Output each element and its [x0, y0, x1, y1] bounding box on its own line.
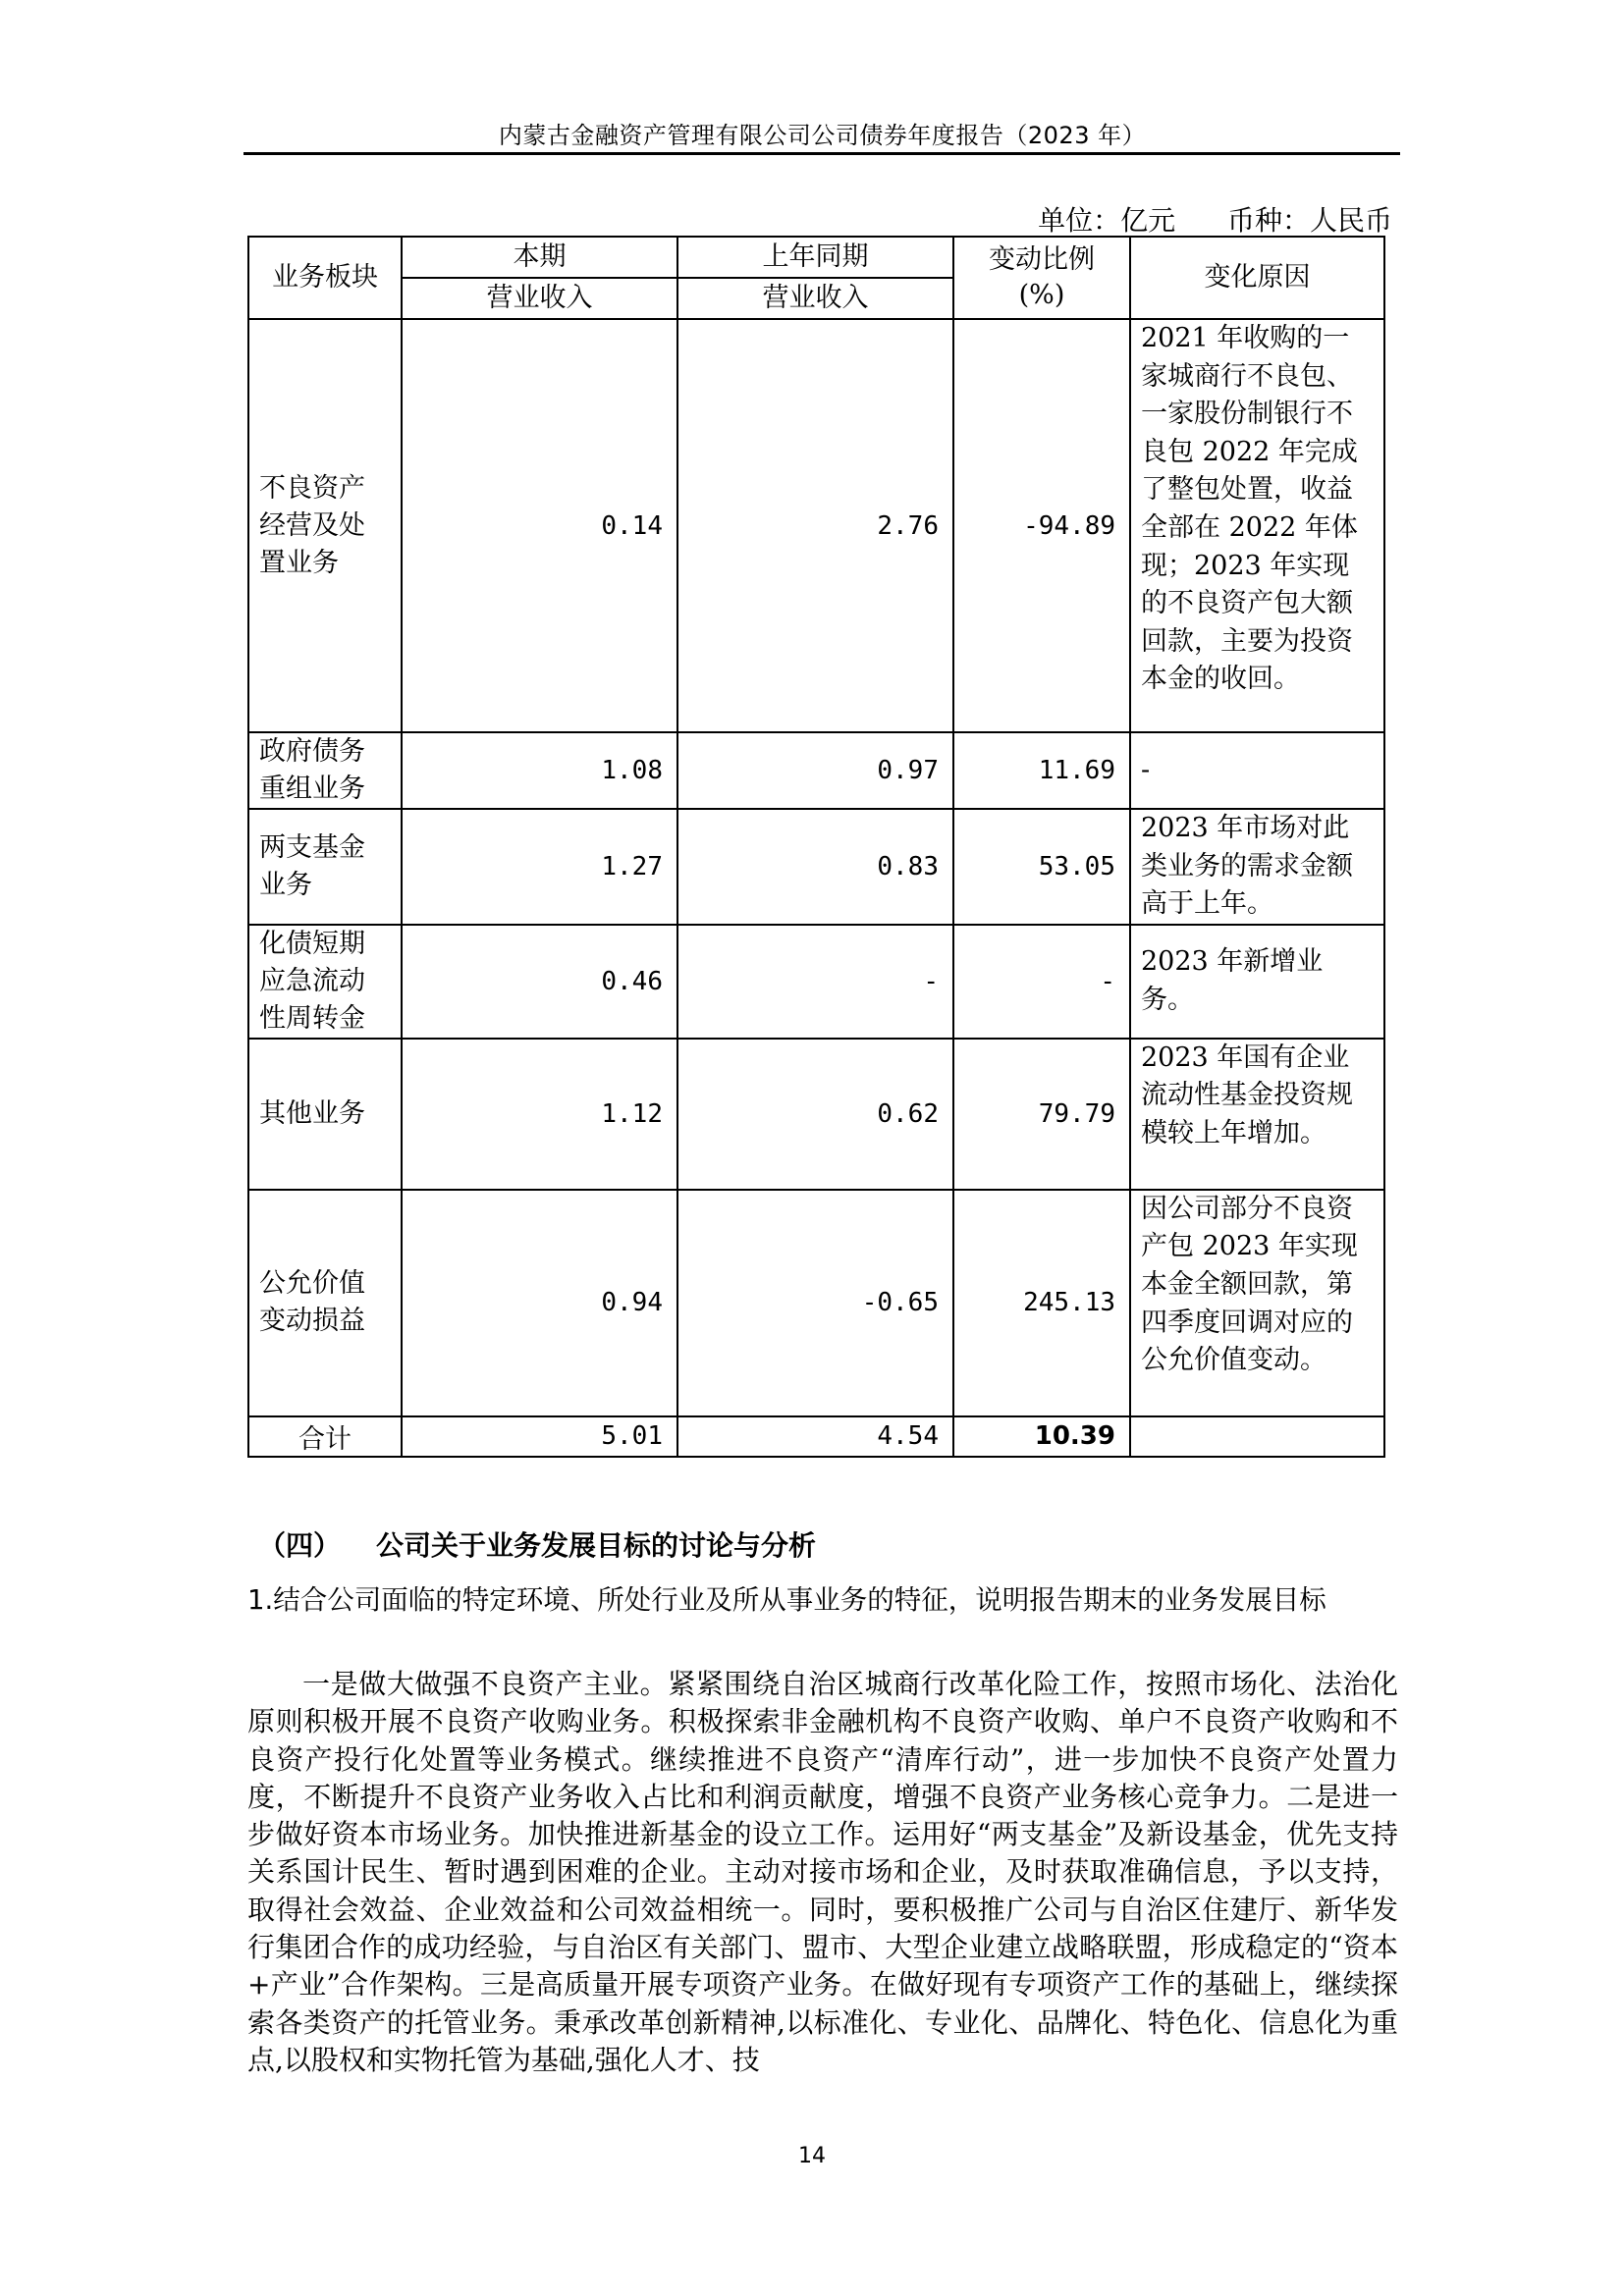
table-row	[248, 925, 1384, 1039]
page-number: 14	[798, 2144, 826, 2168]
header-divider	[244, 152, 1400, 155]
table-row	[248, 1039, 1384, 1190]
prior-revenue-cell: 0.62	[677, 1039, 953, 1190]
currency-label: 币种：人民币	[1226, 204, 1392, 237]
table-header-row	[248, 237, 1384, 278]
business-revenue-table	[247, 236, 1385, 1458]
change-ratio-cell: 11.69	[953, 732, 1130, 809]
header-current-period: 本期	[402, 237, 677, 278]
header-prior-period: 上年同期	[677, 237, 953, 278]
current-revenue-cell: 0.14	[402, 319, 677, 732]
prior-revenue-cell: -0.65	[677, 1190, 953, 1416]
reason-cell: 2023 年市场对此类业务的需求金额高于上年。	[1130, 809, 1384, 925]
total-label-cell: 合计	[248, 1416, 402, 1457]
report-header-title: 内蒙古金融资产管理有限公司公司债券年度报告（2023 年）	[498, 122, 1147, 149]
reason-cell: 2023 年国有企业流动性基金投资规模较上年增加。	[1130, 1039, 1384, 1190]
change-ratio-cell: 245.13	[953, 1190, 1130, 1416]
table-total-row	[248, 1416, 1384, 1457]
section-title: 公司关于业务发展目标的讨论与分析	[376, 1529, 817, 1562]
segment-cell: 两支基金业务	[248, 809, 402, 925]
reason-cell: -	[1130, 732, 1384, 809]
change-ratio-cell: 79.79	[953, 1039, 1130, 1190]
prior-revenue-cell: 0.97	[677, 732, 953, 809]
change-ratio-cell: 53.05	[953, 809, 1130, 925]
current-revenue-cell: 0.46	[402, 925, 677, 1039]
table-row	[248, 732, 1384, 809]
segment-cell: 公允价值变动损益	[248, 1190, 402, 1416]
segment-cell: 不良资产经营及处置业务	[248, 319, 402, 732]
prior-revenue-cell: 0.83	[677, 809, 953, 925]
total-reason-cell	[1130, 1416, 1384, 1457]
table-row	[248, 1190, 1384, 1416]
prior-revenue-cell: 2.76	[677, 319, 953, 732]
prior-revenue-cell: -	[677, 925, 953, 1039]
segment-cell: 其他业务	[248, 1039, 402, 1190]
header-segment: 业务板块	[248, 237, 402, 319]
current-revenue-cell: 1.08	[402, 732, 677, 809]
change-ratio-cell: -	[953, 925, 1130, 1039]
total-current-cell: 5.01	[402, 1416, 677, 1457]
header-prior-revenue: 营业收入	[677, 278, 953, 319]
total-change-cell: 10.39	[953, 1416, 1130, 1457]
segment-cell: 政府债务重组业务	[248, 732, 402, 809]
subheading: 1.结合公司面临的特定环境、所处行业及所从事业务的特征，说明报告期末的业务发展目标	[247, 1584, 1326, 1616]
total-prior-cell: 4.54	[677, 1416, 953, 1457]
change-ratio-cell: -94.89	[953, 319, 1130, 732]
table-unit-line	[995, 199, 1392, 239]
reason-cell: 2021 年收购的一家城商行不良包、一家股份制银行不良包 2022 年完成了整包处置，收益全部在 2022 年体现；2023 年实现的不良资产包大额回款，主要为投资本金的收回。	[1130, 319, 1384, 732]
section-heading	[258, 1524, 816, 1564]
body-paragraph: 一是做大做强不良资产主业。紧紧围绕自治区城商行改革化险工作，按照市场化、法治化原则积极开展不良资产收购业务。积极探索非金融机构不良资产收购、单户不良资产收购和不良资产投行化处置等业务模式。继续推进不良资产“清库行动”，进一步加快不良资产处置力度，不断提升不良资产业务收入占比和利润贡献度，增强不良资产业务核心竞争力。二是进一步做好资本市场业务。加快推进新基金的设立工作。运用好“两支基金”及新设基金，优先支持关系国计民生、暂时遇到困难的企业。主动对接市场和企业，及时获取准确信息，予以支持，取得社会效益、企业效益和公司效益相统一。同时，要积极推广公司与自治区住建厅、新华发行集团合作的成功经验，与自治区有关部门、盟市、大型企业建立战略联盟，形成稳定的“资本+产业”合作架构。三是高质量开展专项资产业务。在做好现有专项资产工作的基础上，继续探索各类资产的托管业务。秉承改革创新精神,以标准化、专业化、品牌化、特色化、信息化为重点,以股权和实物托管为基础,强化人才、技	[247, 1668, 1398, 2076]
header-change-ratio: 变动比例(%)	[953, 237, 1130, 319]
reason-cell: 因公司部分不良资产包 2023 年实现本金全额回款，第四季度回调对应的公允价值变动。	[1130, 1190, 1384, 1416]
section-number: （四）	[258, 1529, 342, 1562]
header-current-revenue: 营业收入	[402, 278, 677, 319]
header-reason: 变化原因	[1130, 237, 1384, 319]
table-row	[248, 809, 1384, 925]
current-revenue-cell: 0.94	[402, 1190, 677, 1416]
unit-label: 单位：亿元	[1038, 204, 1176, 237]
current-revenue-cell: 1.27	[402, 809, 677, 925]
reason-cell: 2023 年新增业务。	[1130, 925, 1384, 1039]
segment-cell: 化债短期应急流动性周转金	[248, 925, 402, 1039]
table-row	[248, 319, 1384, 732]
current-revenue-cell: 1.12	[402, 1039, 677, 1190]
